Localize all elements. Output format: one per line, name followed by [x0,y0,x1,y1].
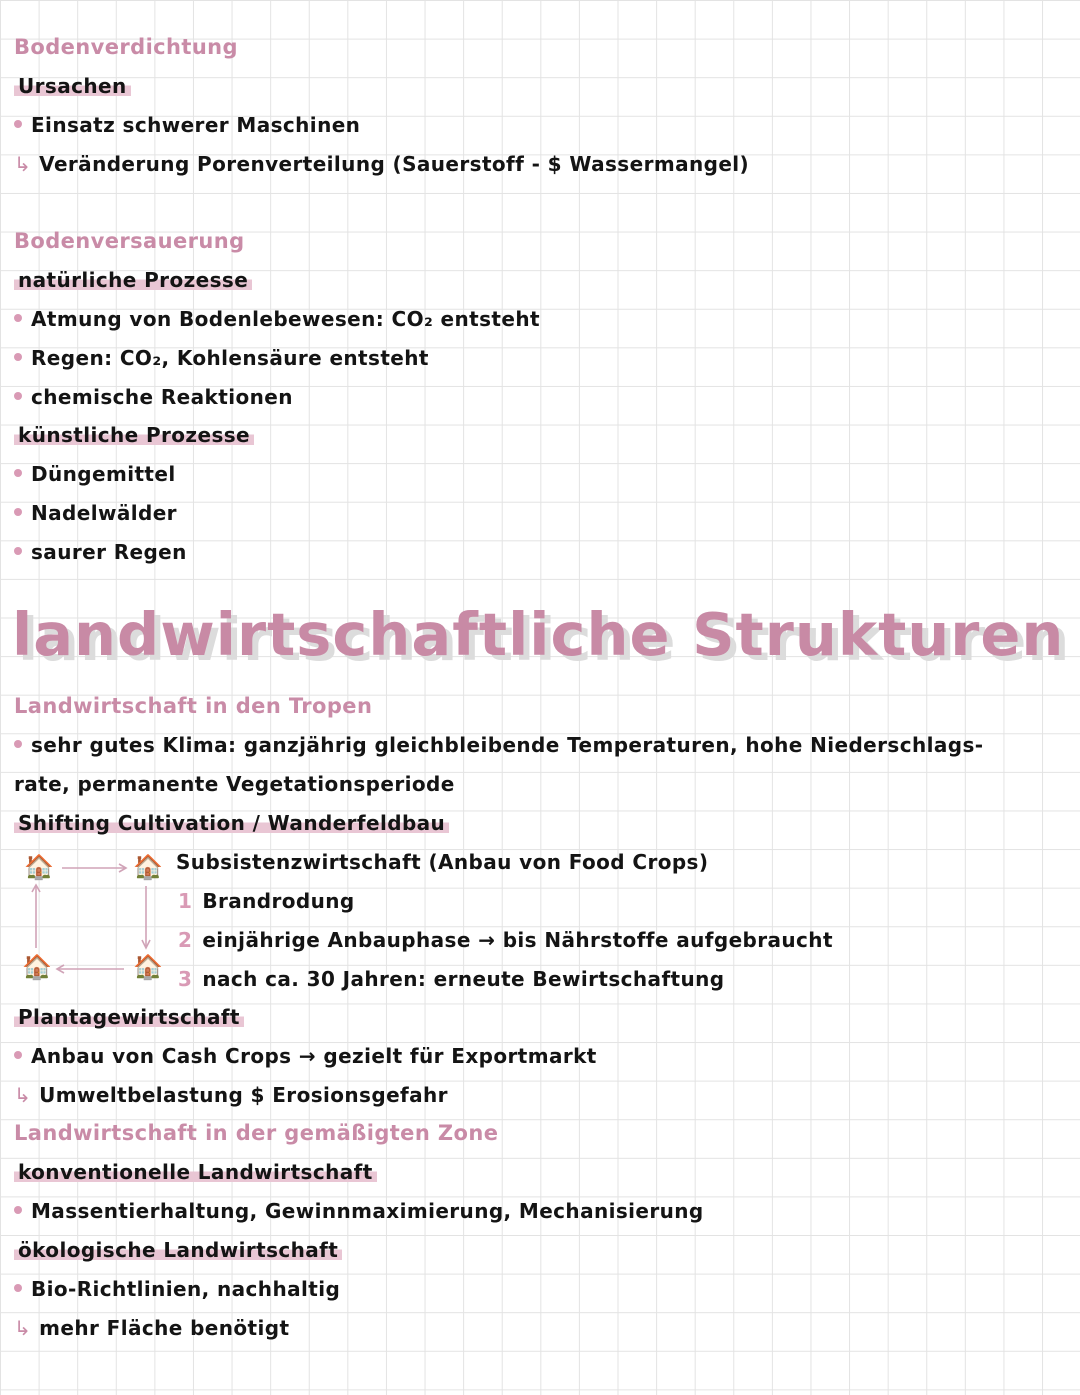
label-plantagewirtschaft: Plantagewirtschaft [14,1004,244,1030]
label-kuenstliche-prozesse: künstliche Prozesse [14,422,254,448]
house-icon: 🏠 [22,953,52,981]
shifting-intro: Subsistenzwirtschaft (Anbau von Food Crops) [176,850,709,874]
label-shifting-cultivation: Shifting Cultivation / Wanderfeldbau [14,810,449,836]
house-icon: 🏠 [133,953,163,981]
label-ursachen: Ursachen [14,73,131,99]
list-item-continuation: rate, permanente Vegetationsperiode [14,772,455,796]
step-item: 2 einjährige Anbauphase → bis Nährstoffe aufgebraucht [178,928,833,952]
list-item: Anbau von Cash Crops → gezielt für Exportmarkt [14,1043,597,1069]
list-item: Massentierhaltung, Gewinnmaximierung, Mechanisierung [14,1198,704,1224]
house-icon: 🏠 [24,853,54,881]
consequence-line: ↳ mehr Fläche benötigt [14,1316,290,1340]
label-natuerliche-prozesse: natürliche Prozesse [14,267,252,293]
list-item: Bio-Richtlinien, nachhaltig [14,1276,340,1302]
list-item: sehr gutes Klima: ganzjährig gleichbleibende Temperaturen, hohe Niederschlags- [14,732,983,758]
list-item: Nadelwälder [14,500,177,526]
cycle-diagram [0,0,200,1000]
section-title-gemaessigte-zone: Landwirtschaft in der gemäßigten Zone [14,1121,499,1145]
return-arrow-icon: ↳ [14,1083,32,1107]
section-title-tropen: Landwirtschaft in den Tropen [14,694,373,718]
section-title-bodenversauerung: Bodenversauerung [14,229,245,253]
return-arrow-icon: ↳ [14,1316,32,1340]
consequence-line: ↳ Umweltbelastung $ Erosionsgefahr [14,1083,448,1107]
list-item: Düngemittel [14,461,176,487]
list-item: Atmung von Bodenlebewesen: CO₂ entsteht [14,306,540,332]
house-icon: 🏠 [133,853,163,881]
consequence-line: ↳ Veränderung Porenverteilung (Sauerstoff - $ Wassermangel) [14,152,750,176]
step-item: 3 nach ca. 30 Jahren: erneute Bewirtschaftung [178,967,725,991]
page-heading: landwirtschaftliche Strukturen [12,600,1065,669]
list-item: Einsatz schwerer Maschinen [14,112,360,138]
list-item: saurer Regen [14,539,187,565]
label-konventionelle-landwirtschaft: konventionelle Landwirtschaft [14,1159,377,1185]
list-item: Regen: CO₂, Kohlensäure entsteht [14,345,429,371]
list-item: chemische Reaktionen [14,384,293,410]
section-title-bodenverdichtung: Bodenverdichtung [14,35,238,59]
label-oekologische-landwirtschaft: ökologische Landwirtschaft [14,1237,342,1263]
return-arrow-icon: ↳ [14,152,32,176]
step-item: 1 Brandrodung [178,889,355,913]
